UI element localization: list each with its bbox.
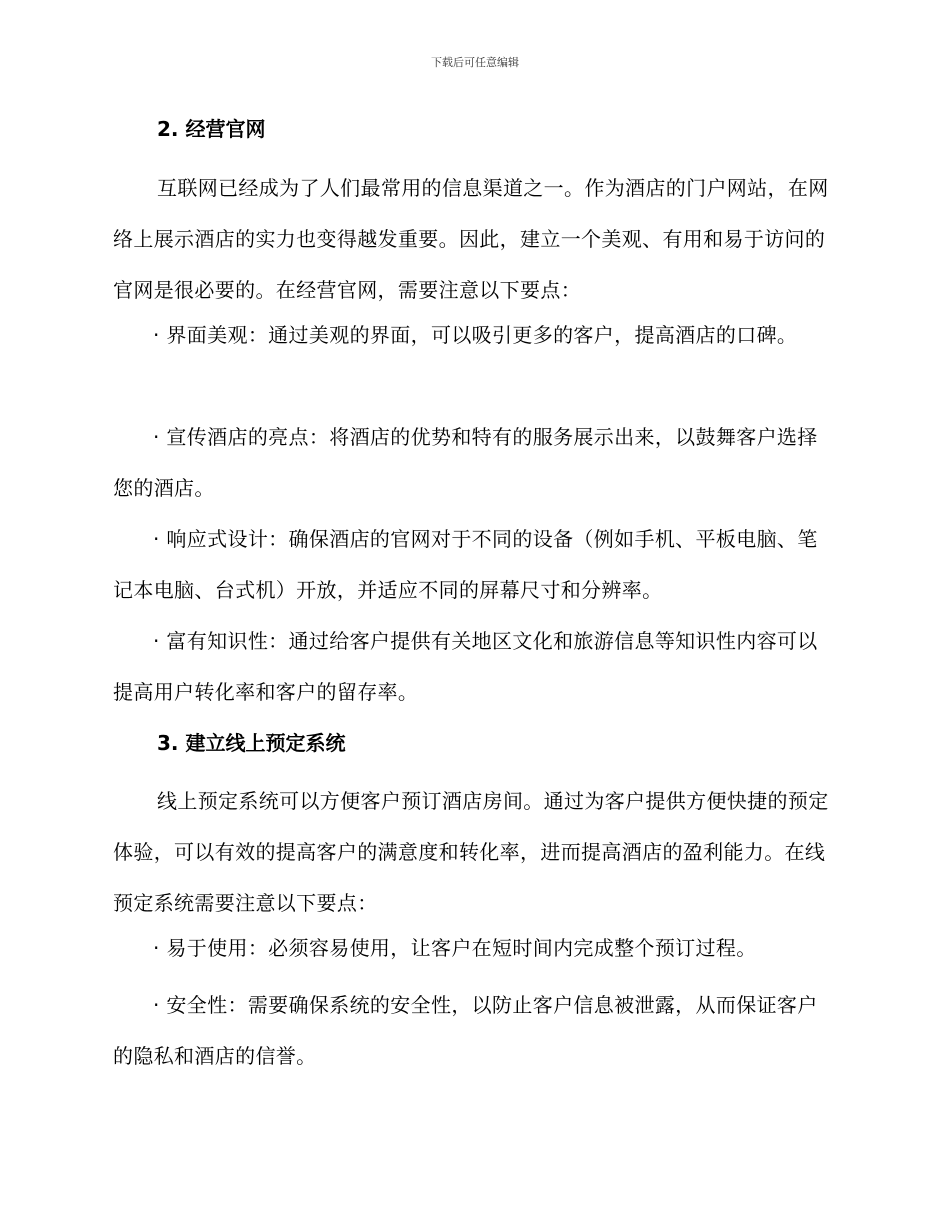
bullet-point: · 宣传酒店的亮点：将酒店的优势和特有的服务展示出来，以鼓舞客户选择您的酒店。 — [113, 425, 818, 500]
section-intro-official-site: 互联网已经成为了人们最常用的信息渠道之一。作为酒店的门户网站，在网络上展示酒店的实力也变得越发重要。因此，建立一个美观、有用和易于访问的官网是很必要的。在经营官网，需要注意以下要点： — [113, 176, 829, 302]
bullet-point: · 响应式设计：确保酒店的官网对于不同的设备（例如手机、平板电脑、笔记本电脑、台式机）开放，并适应不同的屏幕尺寸和分辨率。 — [113, 527, 818, 602]
bullet-point: · 富有知识性：通过给客户提供有关地区文化和旅游信息等知识性内容可以提高用户转化率和客户的留存率。 — [113, 629, 818, 704]
bullet-point: · 安全性：需要确保系统的安全性，以防止客户信息被泄露，从而保证客户的隐私和酒店的信誉。 — [113, 993, 818, 1068]
bullet-point: · 界面美观：通过美观的界面，可以吸引更多的客户，提高酒店的口碑。 — [153, 323, 798, 347]
section-heading-official-site: 2. 经营官网 — [157, 117, 266, 141]
header-note: 下载后可任意编辑 — [431, 56, 519, 69]
section-heading-booking-system: 3. 建立线上预定系统 — [157, 731, 346, 755]
section-intro-booking-system: 线上预定系统可以方便客户预订酒店房间。通过为客户提供方便快捷的预定体验，可以有效的提高客户的满意度和转化率，进而提高酒店的盈利能力。在线预定系统需要注意以下要点： — [113, 789, 829, 915]
bullet-point: · 易于使用：必须容易使用，让客户在短时间内完成整个预订过程。 — [153, 936, 757, 960]
